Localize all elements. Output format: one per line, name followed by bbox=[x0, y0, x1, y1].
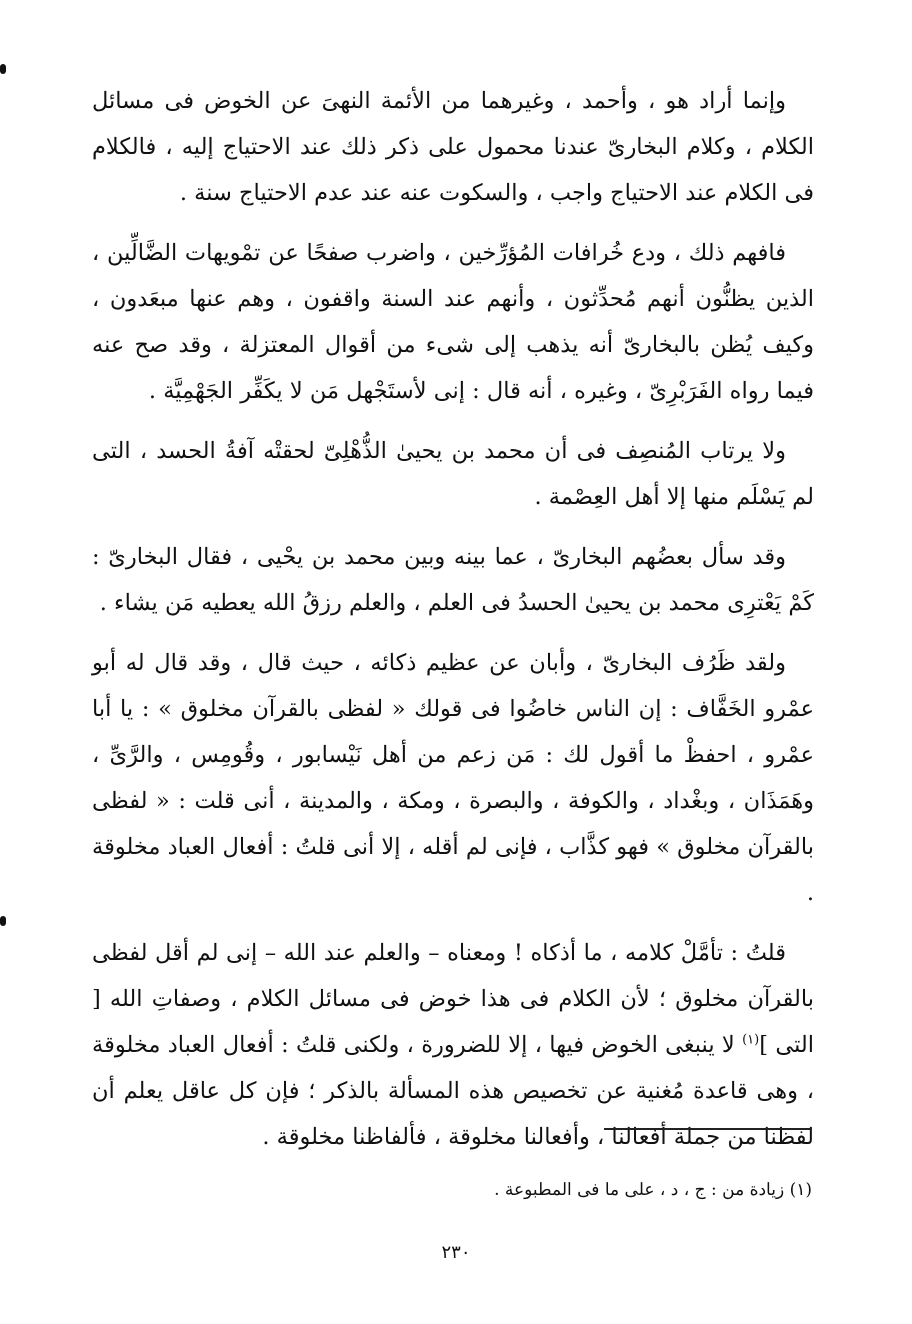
paragraph: فافهم ذلك ، ودع خُرافات المُؤرِّخين ، واضرب صفحًا عن تمْويهات الضَّالِّين ، الذين يظنُّون أنهم مُحدِّثون ، وأنهم عند السنة واقفون ، وهم عنها مبعَدون ، وكيف يُظن بالبخارىّ أنه يذهب إلى شىء من أقوال المعتزلة ، وقد صح عنه فيما رواه الفَرَبْرِىّ ، وغيره ، أنه قال : إنى لأستَجْهل مَن لا يكَفِّر الجَهْمِيَّة . bbox=[92, 240, 814, 404]
paragraph: وإنما أراد هو ، وأحمد ، وغيرهما من الأئمة النهىَ عن الخوض فى مسائل الكلام ، وكلام البخارىّ عندنا محمول على ذكر ذلك عند الاحتياج إليه ، فالكلام فى الكلام عند الاحتياج واجب ، والسكوت عنه عند عدم الاحتياج سنة . bbox=[92, 88, 814, 206]
paragraph: ولا يرتاب المُنصِف فى أن محمد بن يحيىٰ الذُّهْلِىّ لحقتْه آفةُ الحسد ، التى لم يَسْلَم منها إلا أهل العِصْمة . bbox=[92, 438, 814, 510]
margin-mark-top bbox=[0, 64, 6, 74]
paragraph: ولقد ظَرُف البخارىّ ، وأبان عن عظيم ذكائه ، حيث قال ، وقد قال له أبو عمْرو الخَفَّاف : إن الناس خاضُوا فى قولك « لفظى بالقرآن مخلوق » : يا أبا عمْرو ، احفظْ ما أقول لك : مَن زعم من أهل نَيْسابور ، وقُومِس ، والرَّىِّ ، وهَمَذَان ، وبغْداد ، والكوفة ، والبصرة ، ومكة ، والمدينة ، أنى قلت : « لفظى بالقرآن مخلوق » فهو كذَّاب ، فإنى لم أقله ، إلا أنى قلتُ : أفعال العباد مخلوقة . bbox=[92, 650, 814, 906]
paragraph-text: لا ينبغى الخوض فيها ، إلا للضرورة ، ولكنى قلتُ : أفعال العباد مخلوقة ، وهى قاعدة مُغنية عن تخصيص هذه المسألة بالذكر ؛ فإن كل عاقل يعلم أن لفظنا من جملة أفعالنا ، وأفعالنا مخلوقة ، فألفاظنا مخلوقة . bbox=[92, 1032, 814, 1150]
paragraph-text: قلتُ : تأمَّلْ كلامه ، ما أذكاه ! ومعناه – والعلم عند الله – إنى لم أقل لفظى بالقرآن مخلوق ؛ لأن الكلام فى هذا خوض فى مسائل الكلام ، وصفاتِ الله [ التى ] bbox=[92, 940, 814, 1058]
main-text bbox=[92, 78, 814, 1174]
paragraph-with-footnote bbox=[92, 930, 814, 1160]
margin-mark-middle bbox=[0, 916, 6, 926]
paragraph: وقد سأل بعضُهم البخارىّ ، عما بينه وبين محمد بن يحْيى ، فقال البخارىّ : كَمْ يَعْترِى محمد بن يحيىٰ الحسدُ فى العلم ، والعلم رزقُ الله يعطيه مَن يشاء . bbox=[92, 544, 814, 616]
footnote: (١) زيادة من : ج ، د ، على ما فى المطبوعة . bbox=[494, 1180, 812, 1200]
footnote-marker: (١) bbox=[742, 1032, 760, 1048]
footnote-divider bbox=[604, 1128, 812, 1130]
page-number: ٢٣٠ bbox=[441, 1242, 471, 1263]
